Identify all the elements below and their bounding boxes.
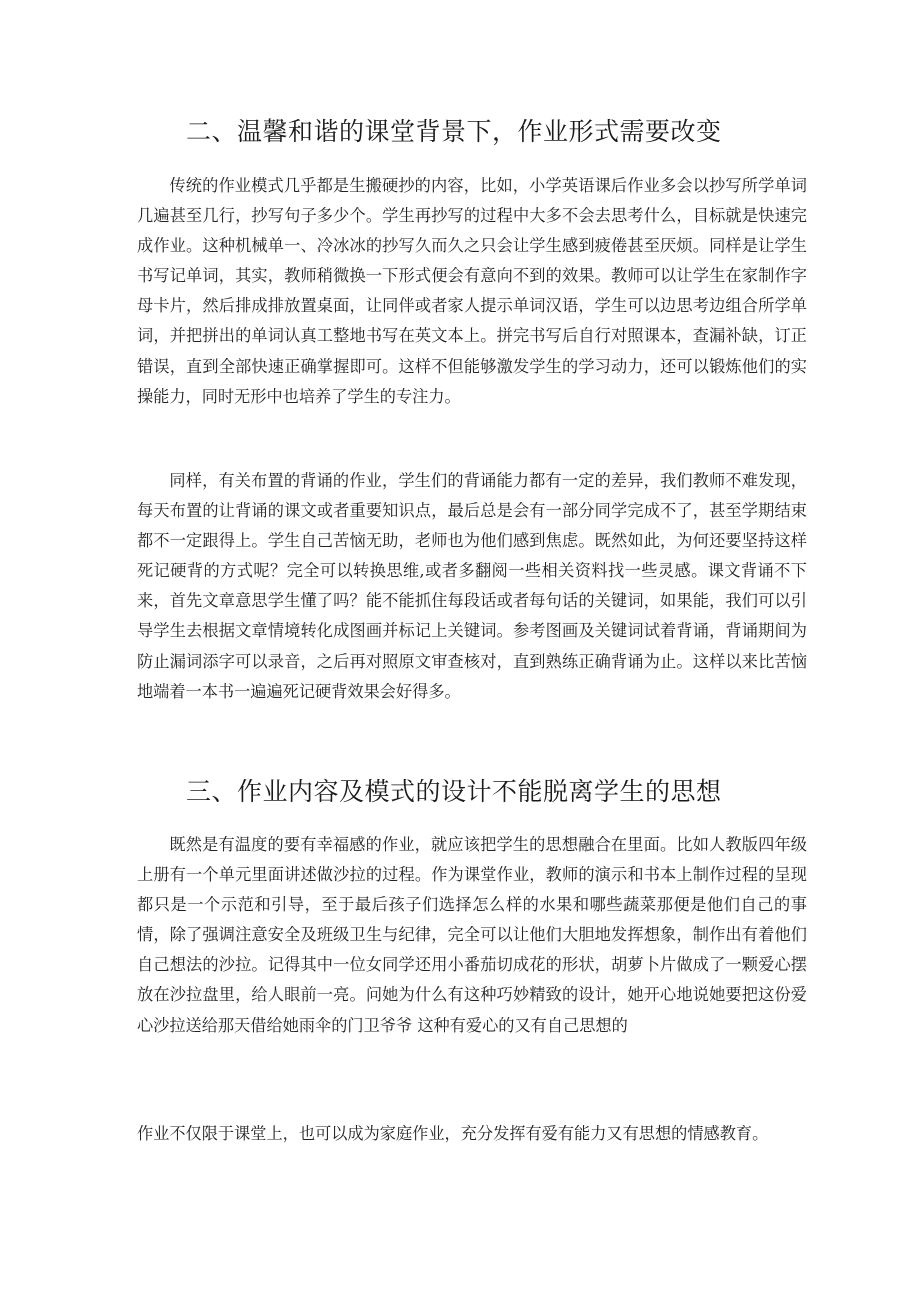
section-2-paragraph-2: 同样，有关布置的背诵的作业，学生们的背诵能力都有一定的差异，我们教师不难发现，每天布置的让背诵的课文或者重要知识点，最后总是会有一部分同学完成不了，甚至学期结束都不一定跟得上。学生自己苦恼无助，老师也为他们感到焦虑。既然如此，为何还要坚持这样死记硬背的方式呢？完全可以转换思维,或者多翻阅一些相关资料找一些灵感。课文背诵不下来，首先文章意思学生懂了吗？能不能抓住每段话或者每句话的关键词，如果能，我们可以引导学生去根据文章情境转化成图画并标记上关键词。参考图画及关键词试着背诵，背诵期间为防止漏词添字可以录音，之后再对照原文审查核对，直到熟练正确背诵为止。这样以来比苦恼地端着一本书一遍遍死记硬背效果会好得多。 <box>137 471 807 701</box>
section-3-paragraph-2: 作业不仅限于课堂上，也可以成为家庭作业，充分发挥有爱有能力又有思想的情感教育。 <box>137 1124 769 1143</box>
section-3-heading: 三、作业内容及模式的设计不能脱离学生的思想 <box>186 777 722 806</box>
section-3-paragraph-1: 既然是有温度的要有幸福感的作业，就应该把学生的思想融合在里面。比如人教版四年级上册有一个单元里面讲述做沙拉的过程。作为课堂作业，教师的演示和书本上制作过程的呈现都只是一个示范和引导，至于最后孩子们选择怎么样的水果和哪些蔬菜那便是他们自己的事情，除了强调注意安全及班级卫生与纪律，完全可以让他们大胆地发挥想象，制作出有着他们自己想法的沙拉。记得其中一位女同学还用小番茄切成花的形状，胡萝卜片做成了一颗爱心摆放在沙拉盘里，给人眼前一亮。问她为什么有这种巧妙精致的设计，她开心地说她要把这份爱心沙拉送给那天借给她雨伞的门卫爷爷 这种有爱心的又有自己思想的 <box>137 835 807 1035</box>
section-2-heading: 二、温馨和谐的课堂背景下，作业形式需要改变 <box>186 117 722 146</box>
section-2-paragraph-1: 传统的作业模式几乎都是生搬硬抄的内容，比如，小学英语课后作业多会以抄写所学单词几遍甚至几行，抄写句子多少个。学生再抄写的过程中大多不会去思考什么，目标就是快速完成作业。这种机械单一、冷冰冰的抄写久而久之只会让学生感到疲倦甚至厌烦。同样是让学生书写记单词，其实，教师稍微换一下形式便会有意向不到的效果。教师可以让学生在家制作字母卡片，然后排成排放置桌面，让同伴或者家人提示单词汉语，学生可以边思考边组合所学单词，并把拼出的单词认真工整地书写在英文本上。拼完书写后自行对照课本，查漏补缺，订正错误，直到全部快速正确掌握即可。这样不但能够激发学生的学习动力，还可以锻炼他们的实操能力，同时无形中也培养了学生的专注力。 <box>137 176 807 406</box>
